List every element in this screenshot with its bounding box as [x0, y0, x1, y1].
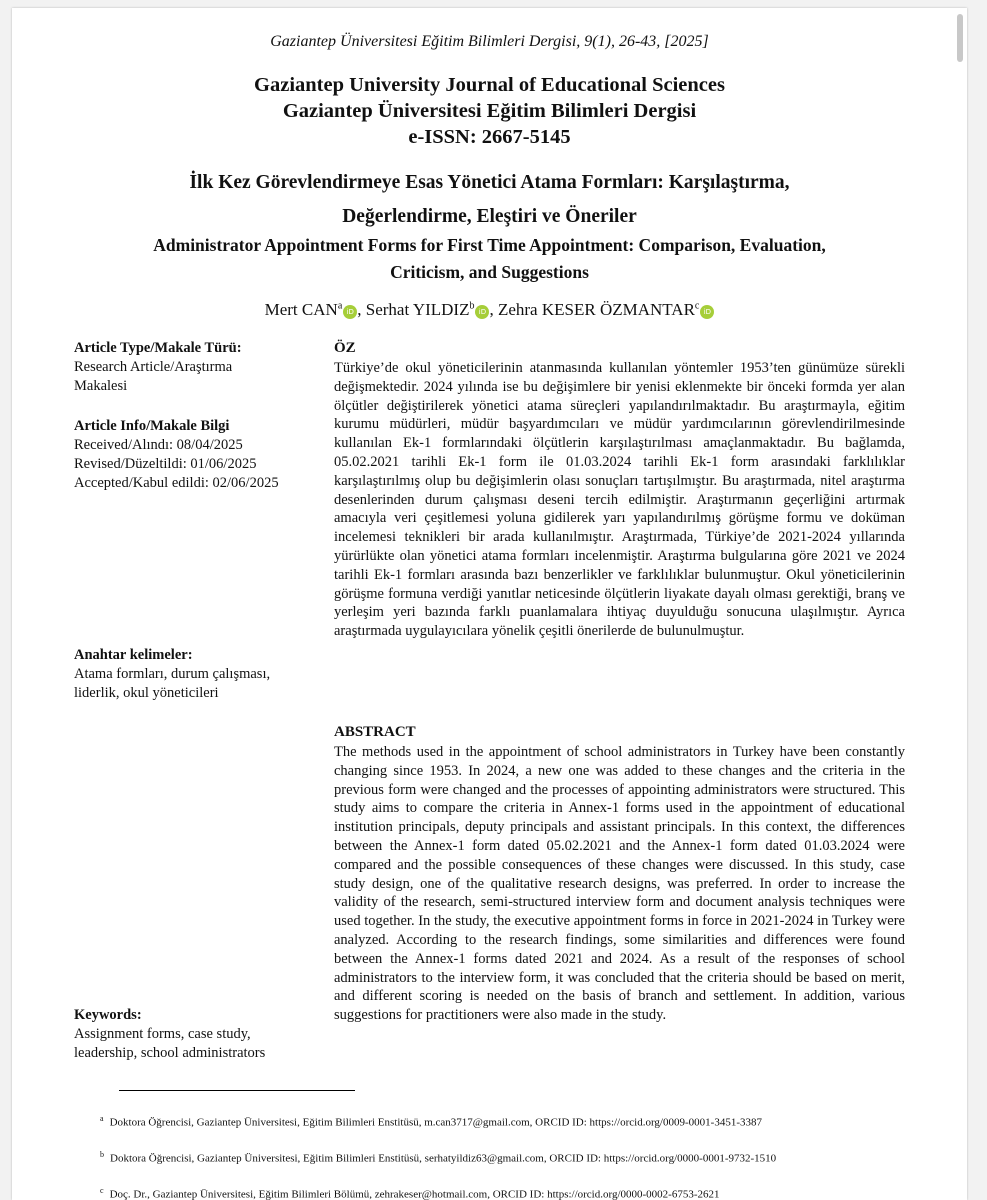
footnote-b [90, 1146, 920, 1168]
author [265, 300, 358, 320]
journal-title-tr: Gaziantep Üniversitesi Eğitim Bilimleri Dergisi [282, 100, 697, 122]
keywords-tr-line: Atama formları, durum çalışması, [74, 666, 271, 682]
article-title-tr-line1: İlk Kez Görevlendirmeye Esas Yönetici Atama Formları: Karşılaştırma, [189, 172, 790, 193]
footnote-c [90, 1182, 920, 1200]
author-separator: , [357, 300, 366, 319]
journal-masthead [12, 72, 967, 150]
article-title-en-line1: Administrator Appointment Forms for First Time Appointment: Comparison, Evaluation, [153, 235, 826, 255]
keywords-en-heading: Keywords: [74, 1007, 142, 1023]
author-name: Mert CAN [264, 300, 338, 319]
article-page [12, 8, 967, 1200]
keywords-en-block [74, 1006, 324, 1063]
footnote-mark: b [100, 1150, 104, 1159]
article-title-tr [112, 166, 867, 234]
footnote-mark: a [100, 1114, 104, 1123]
article-type-block [74, 339, 324, 396]
footnote-text: Doç. Dr., Gaziantep Üniversitesi, Eğitim Bilimleri Bölümü, zehrakeser@hotmail.com, ORCID ID: https://orcid.org/0000-0002-6753-2621 [109, 1188, 720, 1200]
article-type-value: Research Article/Araştırma [74, 359, 233, 375]
footnote-text: Doktora Öğrencisi, Gaziantep Üniversitesi, Eğitim Bilimleri Enstitüsü, serhatyildiz63@gmail.com, ORCID ID: https://orcid.org/0000-0001-9732-1510 [110, 1152, 777, 1165]
author-separator: , [489, 300, 498, 319]
abstract-en-text: The methods used in the appointment of school administrators in Turkey have been constantly changing since 1953. In 2024, a new one was added to these changes and the criteria in the previous form were changed and the processes of appointing administrators were structured. This study aims to compare the criteria in Annex-1 forms used in the appointment of educational institution principals, deputy principals and assistant principals. In this context, the differences between the Annex-1 form dated 05.02.2021 and the Annex-1 form dated 01.03.2024 were compared and the possible consequences of these changes were discussed. In this study, case study design, one of the qualitative research designs, was preferred. In order to increase the validity of the research, semi-structured interview form and document analysis techniques were used together. In the study, the executive appointment forms in force in 2021-2024 in Turkey were analyzed. According to the research findings, some similarities and differences were found between the Annex-1 forms dated 2021 and 2024. As a result of the responses of school administrators to the interview form, it was concluded that the criteria should be based on merit, and different scoring is needed on the basis of branch and settlement. In addition, various suggestions for practitioners were also made in the study. [334, 744, 905, 1024]
author [489, 300, 714, 320]
keywords-tr-block [74, 646, 324, 703]
article-type-value-cont: Makalesi [74, 378, 128, 394]
orcid-icon[interactable]: iD [700, 305, 714, 319]
author-name: Serhat YILDIZ [365, 300, 470, 319]
footnote-a [90, 1110, 920, 1132]
received-date: Received/Alındı: 08/04/2025 [74, 437, 243, 453]
orcid-icon[interactable]: iD [343, 305, 357, 319]
author [357, 300, 489, 320]
orcid-icon[interactable]: iD [475, 305, 489, 319]
article-title-en-line2: Criticism, and Suggestions [390, 262, 589, 282]
author-affiliation-mark: b [469, 300, 475, 312]
keywords-tr-heading: Anahtar kelimeler: [74, 647, 193, 663]
abstract-tr-heading: ÖZ [334, 340, 356, 356]
abstract-tr-text: Türkiye’de okul yöneticilerinin atanmasında kullanılan yöntemler 1953’ten günümüze sürekli değişmektedir. 2024 yılında ise bu değişimlere bir yenisi eklenmekte bir önceki formda yer alan ölçütler değiştirilerek yönetici atama süreçleri yapılandırılmaktadır. Bu araştırmayla, eğitim kurumu müdürleri, müdür başyardımcıları ve müdür yardımcılarının görevlendirilmesinde kullanılan Ek-1 formlarındaki ölçütlerin karşılaştırılması amaçlanmaktadır. Bu bağlamda, 05.02.2021 tarihli Ek-1 form ile 01.03.2024 tarihli Ek-1 form arasındaki farklılıklar karşılaştırılmış olup bu değişimlerin olası sonuçları tartışılmıştır. Bu araştırmada, nitel araştırma desenlerinden durum çalışması deseni tercih edilmiştir. Araştırmanın geçerliğini artırmak amacıyla veri çeşitlemesi yoluna gidilerek yarı yapılandırılmış görüşme formu ve doküman incelemesi teknikleri bir arada kullanılmıştır. Araştırmada, Türkiye’de 2021-2024 yıllarında yürürlükte olan yönetici atama formları incelenmiştir. Araştırma bulgularına göre 2021 ve 2024 tarihli Ek-1 formları arasında bazı benzerlikler ve farklılıklar bulunmuştur. Okul yöneticilerinin görüşme formuna verdiği yanıtlar neticesinde ölçütlerin liyakate dayalı olması gerektiği, branş ve yerleşim yeri bazında farklı puanlamalara ihtiyaç duyulduğu sonucuna ulaşılmıştır. Ayrıca araştırmada uygulayıcılara yönelik çeşitli önerilerde de bulunulmuştur. [334, 360, 905, 640]
author-name: Zehra KESER ÖZMANTAR [497, 300, 695, 319]
author-list [12, 300, 967, 320]
footnote-mark: c [100, 1186, 104, 1195]
article-info-heading: Article Info/Makale Bilgi [74, 418, 230, 434]
journal-issn: e-ISSN: 2667-5145 [408, 126, 571, 148]
article-title-tr-line2: Değerlendirme, Eleştiri ve Öneriler [342, 206, 637, 227]
footnote-text: Doktora Öğrencisi, Gaziantep Üniversitesi, Eğitim Bilimleri Enstitüsü, m.can3717@gmail.com, ORCID ID: https://orcid.org/0009-0001-3451-3387 [109, 1116, 762, 1129]
keywords-en-line: leadership, school administrators [74, 1045, 266, 1061]
journal-title-en: Gaziantep University Journal of Educational Sciences [254, 74, 725, 96]
keywords-tr-line: liderlik, okul yöneticileri [74, 685, 219, 701]
abstract-en-heading: ABSTRACT [334, 724, 416, 740]
author-affiliation-mark: a [337, 300, 343, 312]
accepted-date: Accepted/Kabul edildi: 02/06/2025 [74, 475, 279, 491]
article-info-block [74, 417, 324, 493]
keywords-en-line: Assignment forms, case study, [74, 1026, 251, 1042]
footnote-divider [119, 1090, 355, 1091]
running-head: Gaziantep Üniversitesi Eğitim Bilimleri Dergisi, 9(1), 26-43, [2025] [270, 33, 709, 50]
article-title-en [112, 232, 867, 286]
revised-date: Revised/Düzeltildi: 01/06/2025 [74, 456, 257, 472]
article-type-heading: Article Type/Makale Türü: [74, 340, 242, 356]
author-affiliation-mark: c [694, 300, 700, 312]
